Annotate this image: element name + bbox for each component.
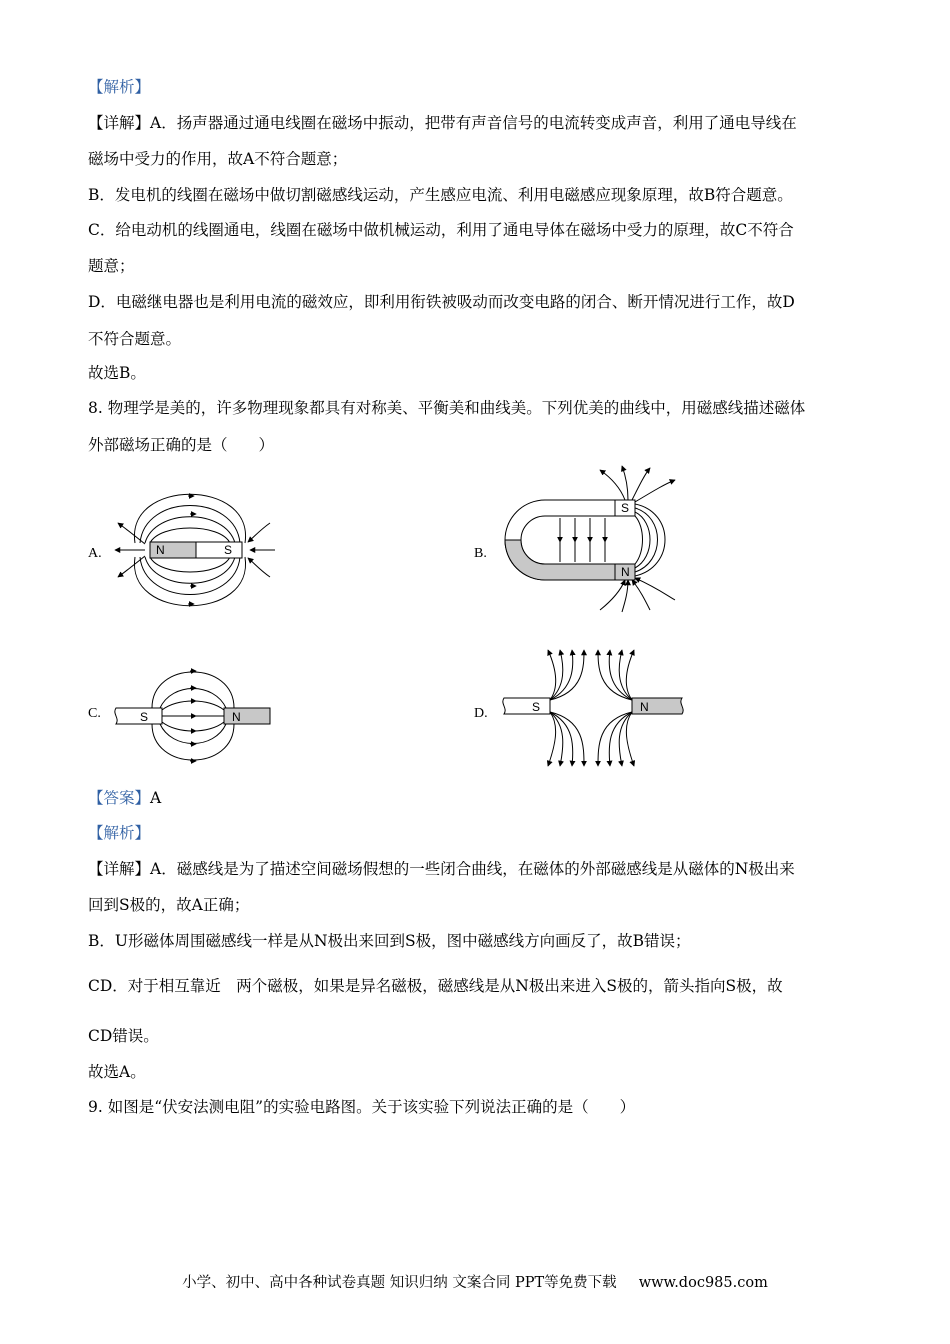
q8-detail-line-1: 【详解】A．磁感线是为了描述空间磁场假想的一些闭合曲线，在磁体的外部磁感线是从磁体的N极出来 bbox=[88, 860, 795, 878]
pole-c-left: S bbox=[140, 710, 149, 724]
pole-c-right: N bbox=[232, 710, 241, 724]
pole-d-right: N bbox=[640, 700, 649, 714]
prev-detail-line-2: 磁场中受力的作用，故A不符合题意； bbox=[88, 150, 348, 168]
field-lines-b bbox=[560, 466, 675, 612]
q8-analysis-tag: 【解析】 bbox=[88, 824, 151, 842]
page-footer bbox=[0, 1271, 950, 1292]
q8-option-a-label[interactable]: A. bbox=[88, 546, 102, 561]
pole-a-right: S bbox=[224, 543, 233, 557]
prev-option-d-line-2: 不符合题意。 bbox=[88, 330, 182, 348]
q8-option-b-analysis: B．U形磁体周围磁感线一样是从N极出来回到S极，图中磁感线方向画反了，故B错误； bbox=[88, 932, 691, 950]
q8-figure-a bbox=[100, 478, 290, 623]
prev-option-b: B．发电机的线圈在磁场中做切割磁感线运动，产生感应电流、利用电磁感应现象原理，故B符合题意。 bbox=[88, 186, 793, 204]
prev-option-c-line-2: 题意； bbox=[88, 257, 135, 275]
q8-figure-b bbox=[500, 462, 700, 612]
pole-b-bottom: N bbox=[621, 565, 630, 579]
pole-d-left: S bbox=[532, 700, 541, 714]
bar-magnet-c-right bbox=[224, 708, 270, 724]
q8-option-cd-line-2: CD错误。 bbox=[88, 1027, 159, 1045]
prev-analysis-tag: 【解析】 bbox=[88, 78, 151, 96]
q8-figure-d bbox=[500, 646, 690, 771]
q8-option-d-label[interactable]: D. bbox=[474, 706, 488, 721]
prev-option-d-line-1: D．电磁继电器也是利用电流的磁效应，即利用衔铁被吸动而改变电路的闭合、断开情况进行工作，故D bbox=[88, 293, 795, 311]
pole-a-left: N bbox=[156, 543, 165, 557]
q8-figure-c bbox=[112, 660, 277, 775]
pole-b-top: S bbox=[621, 501, 630, 515]
field-lines-c bbox=[152, 671, 234, 761]
bar-magnet-d-left bbox=[503, 698, 550, 714]
footer-url[interactable]: www.doc985.com bbox=[638, 1275, 768, 1291]
q8-answer: 【答案】A bbox=[88, 789, 162, 807]
q8-stem-line-1: 8. 物理学是美的，许多物理现象都具有对称美、平衡美和曲线美。下列优美的曲线中，用磁感线描述磁体 bbox=[88, 399, 806, 417]
bar-magnet-a-s bbox=[196, 542, 242, 558]
footer-text: 小学、初中、高中各种试卷真题 知识归纳 文案合同 PPT等免费下载 bbox=[182, 1275, 617, 1291]
field-lines-d bbox=[548, 650, 634, 766]
prev-detail-line-1: 【详解】A．扬声器通过通电线圈在磁场中振动，把带有声音信号的电流转变成声音，利用了通电导线在 bbox=[88, 114, 797, 132]
q8-detail-line-2: 回到S极的，故A正确； bbox=[88, 896, 250, 914]
q8-stem-line-2: 外部磁场正确的是（ ） bbox=[88, 436, 275, 454]
bar-magnet-c-left bbox=[115, 708, 162, 724]
q8-option-c-label[interactable]: C. bbox=[88, 706, 101, 721]
q9-stem: 9. 如图是“伏安法测电阻”的实验电路图。关于该实验下列说法正确的是（ ） bbox=[88, 1098, 636, 1116]
prev-option-c-line-1: C．给电动机的线圈通电，线圈在磁场中做机械运动，利用了通电导体在磁场中受力的原理，故C不符合 bbox=[88, 221, 794, 239]
q8-option-b-label[interactable]: B. bbox=[474, 546, 487, 561]
q8-choice: 故选A。 bbox=[88, 1063, 146, 1081]
q8-option-cd-line-1: CD．对于相互靠近 两个磁极，如果是异名磁极，磁感线是从N极出来进入S极的，箭头指向S极，故 bbox=[88, 977, 783, 995]
prev-choice: 故选B。 bbox=[88, 364, 146, 382]
